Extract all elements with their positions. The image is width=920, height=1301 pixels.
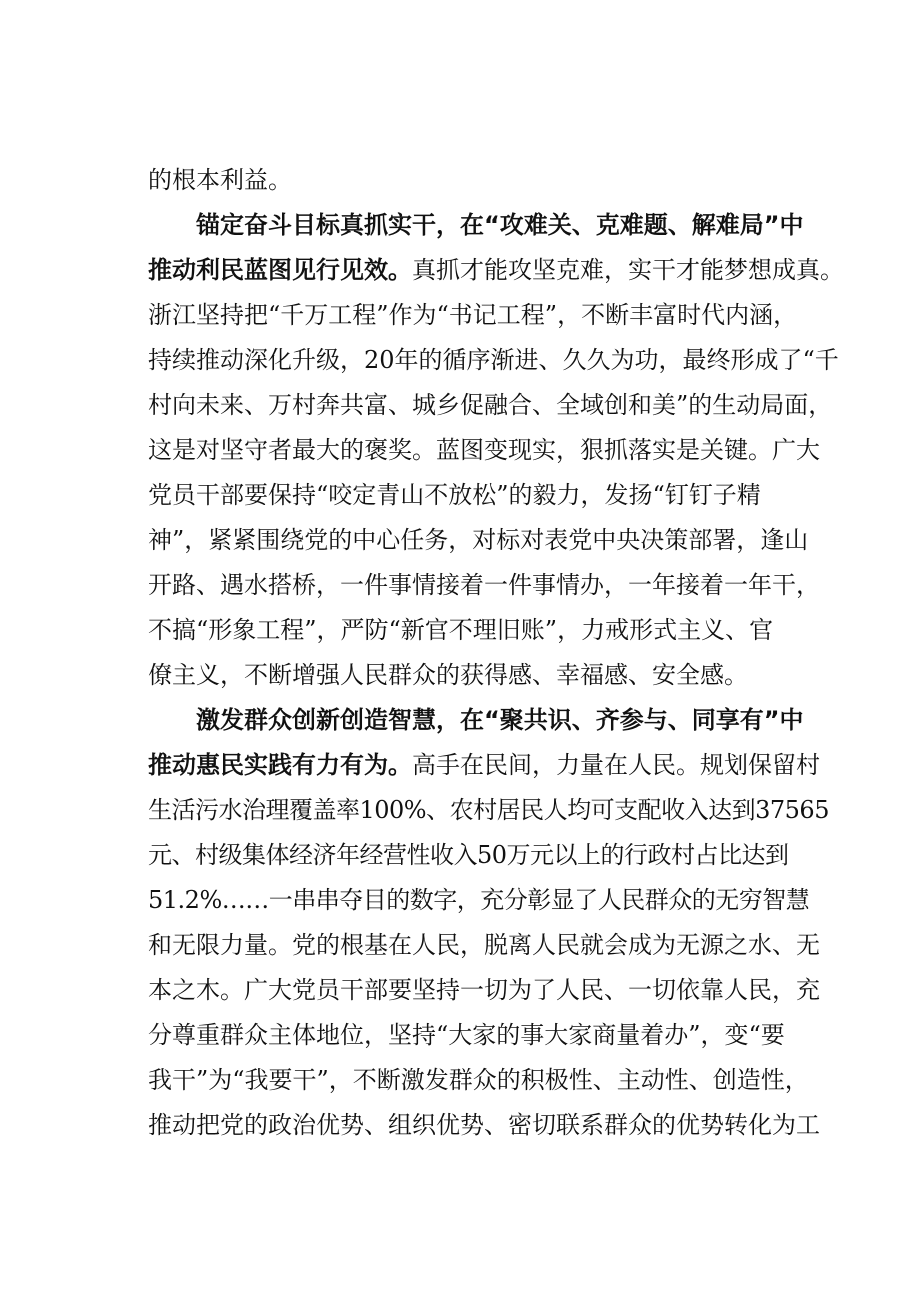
text-line: 本之木。广大党员干部要坚持一切为了人民、一切依靠人民，充	[148, 976, 820, 1004]
section-heading-line: 锚定奋斗目标真抓实干，在“攻难关、克难题、解难局”中	[196, 211, 804, 239]
text-line: 党员干部要保持“咬定青山不放松”的毅力，发扬“钉钉子精	[148, 481, 761, 509]
text-line: 持续推动深化升级，20年的循序渐进、久久为功，最终形成了“千	[148, 346, 839, 374]
text-line: 分尊重群众主体地位，坚持“大家的事大家商量着办”，变“要	[148, 1021, 785, 1049]
text-line: 不搞“形象工程”，严防“新官不理旧账”，力戒形式主义、官	[148, 616, 774, 644]
text-line	[148, 743, 820, 788]
text-line: 51.2%……一串串夺目的数字，充分彰显了人民群众的无穷智慧	[148, 886, 810, 914]
text-line: 生活污水治理覆盖率100%、农村居民人均可支配收入达到37565	[148, 796, 829, 824]
section-heading-text: 推动惠民实践有力有为。	[148, 751, 412, 779]
article-body	[148, 158, 844, 1148]
text-line: 推动把党的政治优势、组织优势、密切联系群众的优势转化为工	[148, 1111, 820, 1139]
text-line: 和无限力量。党的根基在人民，脱离人民就会成为无源之水、无	[148, 931, 820, 959]
text-line: 元、村级集体经济年经营性收入50万元以上的行政村占比达到	[148, 841, 789, 869]
section-heading-line: 激发群众创新创造智慧，在“聚共识、齐参与、同享有”中	[196, 706, 804, 734]
text-line: 这是对坚守者最大的褒奖。蓝图变现实，狠抓落实是关键。广大	[148, 436, 820, 464]
text-line: 浙江坚持把“千万工程”作为“书记工程”，不断丰富时代内涵，	[148, 301, 798, 329]
text-line: 开路、遇水搭桥，一件事情接着一件事情办，一年接着一年干，	[148, 571, 820, 599]
body-text: 真抓才能攻坚克难，实干才能梦想成真。	[412, 256, 844, 284]
text-line: 神”，紧紧围绕党的中心任务，对标对表党中央决策部署，逢山	[148, 526, 809, 554]
text-line: 僚主义，不断增强人民群众的获得感、幸福感、安全感。	[148, 661, 748, 689]
text-line: 我干”为“我要干”，不断激发群众的积极性、主动性、创造性，	[148, 1066, 809, 1094]
text-line: 的根本利益。	[148, 166, 292, 194]
section-heading-text: 推动利民蓝图见行见效。	[148, 256, 412, 284]
text-line	[148, 248, 844, 293]
body-text: 高手在民间，力量在人民。规划保留村	[412, 751, 820, 779]
text-line: 村向未来、万村奔共富、城乡促融合、全域创和美”的生动局面，	[148, 391, 833, 419]
